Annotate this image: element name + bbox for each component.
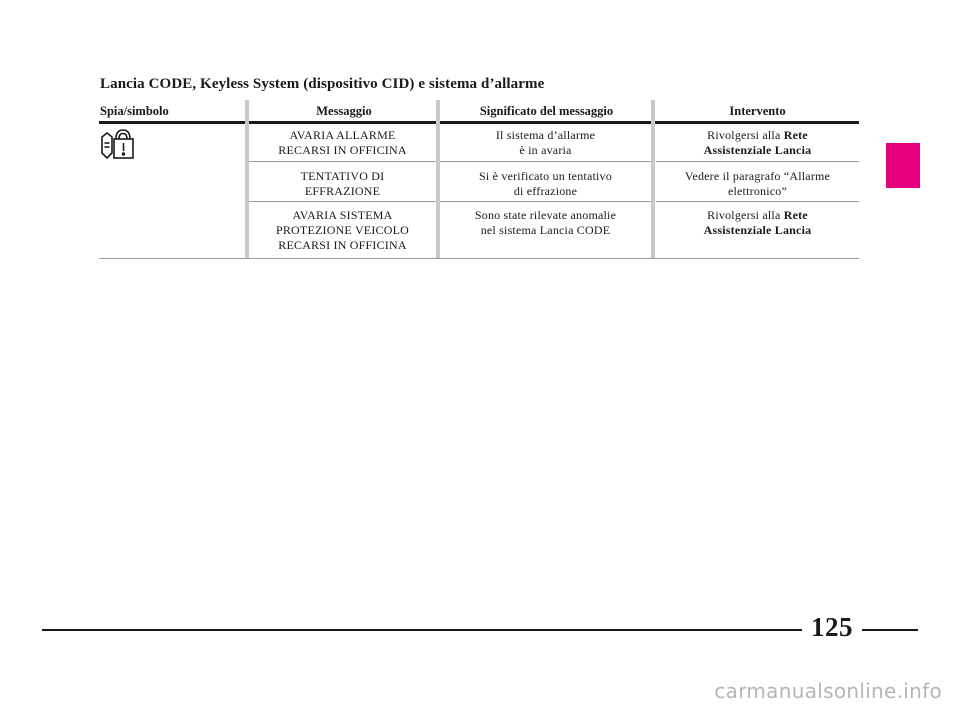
- section-title: Lancia CODE, Keyless System (dispositivo CID) e sistema d’allarme: [100, 76, 545, 92]
- header-symbol: Spia/simbolo: [100, 104, 169, 118]
- indicator-table: [99, 100, 859, 260]
- row-divider: [440, 201, 651, 202]
- header-rule: [99, 121, 859, 124]
- row-1-message: AVARIA ALLARME RECARSI IN OFFICINA: [278, 128, 407, 157]
- row-2-message: TENTATIVO DI EFFRAZIONE: [300, 169, 385, 198]
- header-action: Intervento: [729, 104, 786, 118]
- row-divider: [249, 161, 436, 162]
- row-3-message: AVARIA SISTEMA PROTEZIONE VEICOLO RECARSI IN OFFICINA: [275, 208, 410, 252]
- section-tab-marker: [886, 143, 920, 188]
- row-divider: [249, 201, 436, 202]
- row-divider: [440, 161, 651, 162]
- table-bottom-rule: [99, 258, 859, 259]
- column-separator: [651, 100, 655, 259]
- header-message: Messaggio: [316, 104, 372, 118]
- row-1-meaning: Il sistema d’allarme è in avaria: [495, 128, 596, 157]
- row-2-meaning: Si è verificato un tentativo di effrazione: [479, 169, 612, 198]
- key-lock-warning-icon: [100, 127, 136, 161]
- row-divider: [656, 161, 859, 162]
- row-divider: [656, 201, 859, 202]
- row-1-action: Rivolgersi alla Rete Assistenziale Lancia: [703, 128, 812, 157]
- row-2-action: Vedere il paragrafo “Allarme elettronico”: [684, 169, 831, 198]
- row-3-meaning: Sono state rilevate anomalie nel sistema Lancia CODE: [474, 208, 617, 237]
- footer-rule: [42, 629, 802, 631]
- footer-rule: [862, 629, 918, 631]
- watermark: carmanualsonline.info: [714, 679, 942, 703]
- row-3-action: Rivolgersi alla Rete Assistenziale Lancia: [703, 208, 812, 237]
- header-meaning: Significato del messaggio: [479, 104, 614, 118]
- page-number: 125: [811, 612, 853, 642]
